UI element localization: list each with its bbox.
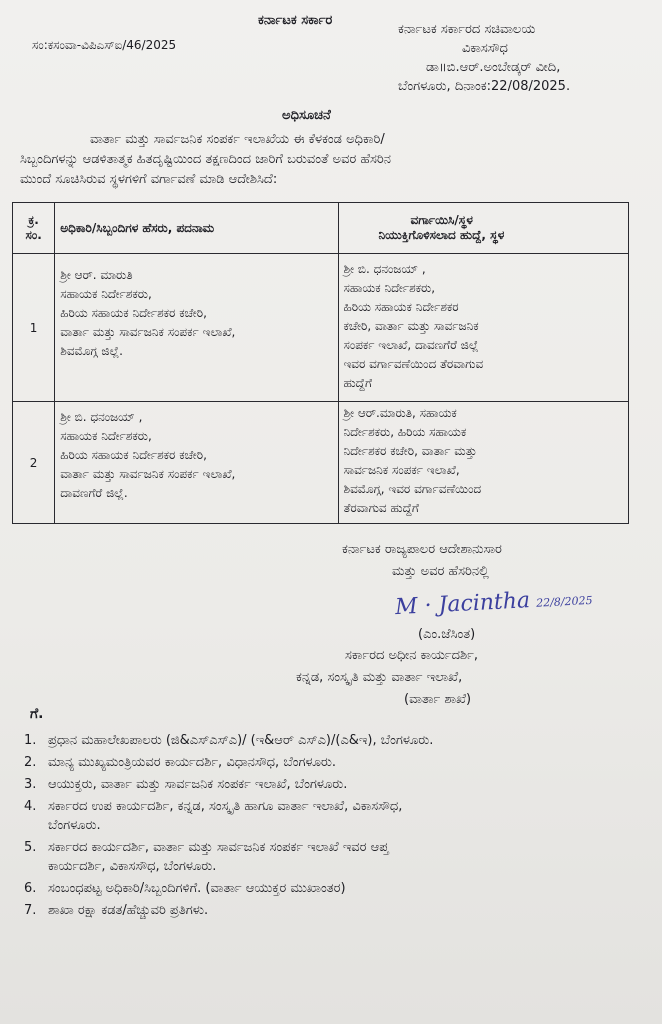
header-transfer-line-1: ವರ್ಗಾಯಿಸಿ/ಸ್ಥಳ — [410, 213, 473, 227]
intro-line-2: ಸಿಬ್ಬಂದಿಗಳನ್ನು ಆಡಳಿತಾತ್ಮಕ ಹಿತದೃಷ್ಟಿಯಿಂದ ತಕ್ಷಣದಿಂದ ಜಾರಿಗೆ ಬರುವಂತೆ ಅವರ ಹೆಸರಿನ — [20, 152, 391, 167]
list-text-line: ಸರ್ಕಾರದ ಉಪ ಕಾರ್ಯದರ್ಶಿ, ಕನ್ನಡ, ಸಂಸ್ಕೃತಿ ಹಾಗೂ ವಾರ್ತಾ ಇಲಾಖೆ, ವಿಕಾಸಸೌಧ, — [48, 799, 403, 814]
row-1-officer-line: ಶಿವಮೊಗ್ಗ ಜಿಲ್ಲೆ. — [60, 344, 123, 358]
row-2-officer-line: ಶ್ರೀ ಬಿ. ಧನಂಜಯ್ , — [60, 410, 143, 424]
signatory-designation-2: ಕನ್ನಡ, ಸಂಸ್ಕೃತಿ ಮತ್ತು ವಾರ್ತಾ ಇಲಾಖೆ, — [296, 670, 463, 685]
list-text: ಪ್ರಧಾನ ಮಹಾಲೇಖಪಾಲರು (ಜಿ&ಎಸ್‌ಎಸ್‌ಎ)/ (ಇ&ಆರ್ ಎಸ್‌ಎ)/(ಎ&ಇ), ಬೆಂಗಳೂರು. — [48, 733, 434, 748]
copies-label: ಗೆ. — [30, 706, 44, 722]
list-number: 6. — [24, 881, 37, 896]
list-text — [48, 838, 644, 876]
row-2-sl: 2 — [13, 402, 55, 524]
list-text — [48, 797, 644, 835]
row-1-transfer-line: ಸಂಪರ್ಕ ಇಲಾಖೆ, ದಾವಣಗೆರೆ ಜಿಲ್ಲೆ — [343, 338, 479, 352]
handwritten-signature — [394, 585, 593, 620]
row-2-transfer-line: ನಿರ್ದೇಶಕರು, ಹಿರಿಯ ಸಹಾಯಕ — [343, 425, 467, 439]
row-2-officer-line: ಹಿರಿಯ ಸಹಾಯಕ ನಿರ್ದೇಶಕರ ಕಚೇರಿ, — [60, 448, 207, 462]
govt-heading: ಕರ್ನಾಟಕ ಸರ್ಕಾರ — [258, 13, 333, 28]
list-number: 3. — [24, 777, 37, 792]
row-1-transfer-line: ಹಿರಿಯ ಸಹಾಯಕ ನಿರ್ದೇಶಕರ — [343, 300, 459, 314]
list-number: 2. — [24, 755, 37, 770]
list-number: 7. — [24, 903, 37, 918]
list-text-line: ಬೆಂಗಳೂರು. — [48, 818, 101, 833]
table-row — [13, 402, 629, 524]
list-text-line: ಕಾರ್ಯದರ್ಶಿ, ವಿಕಾಸಸೌಧ, ಬೆಂಗಳೂರು. — [48, 859, 217, 874]
signatory-designation-3: (ವಾರ್ತಾ ಶಾಖೆ) — [404, 692, 472, 707]
row-2-officer-line: ದಾವಣಗೆರೆ ಜಿಲ್ಲೆ. — [60, 486, 128, 500]
order-date: ಬೆಂಗಳೂರು, ದಿನಾಂಕ:22/08/2025. — [398, 79, 571, 94]
row-1-transfer-line: ಸಹಾಯಕ ನಿರ್ದೇಶಕರು, — [343, 281, 436, 295]
row-1-transfer — [338, 254, 629, 402]
row-1-officer-line: ವಾರ್ತಾ ಮತ್ತು ಸಾರ್ವಜನಿಕ ಸಂಪರ್ಕ ಇಲಾಖೆ, — [60, 325, 236, 339]
list-item — [24, 753, 644, 772]
row-2-transfer — [338, 402, 629, 524]
header-transfer-line-2: ನಿಯುಕ್ತಿಗೊಳಿಸಲಾದ ಹುದ್ದೆ, ಸ್ಥಳ — [378, 228, 505, 242]
signature-date: 22/8/2025 — [535, 593, 593, 610]
header-sl-line-2: ಸಂ. — [25, 228, 42, 242]
signatory-name: (ಎಂ.ಜೆಸಿಂತ) — [418, 627, 476, 642]
by-order-line-1: ಕರ್ನಾಟಕ ರಾಜ್ಯಪಾಲರ ಆದೇಶಾನುಸಾರ — [342, 542, 502, 557]
copies-list — [24, 731, 644, 923]
list-item — [24, 775, 644, 794]
row-2-transfer-line: ನಿರ್ದೇಶಕರ ಕಚೇರಿ, ವಾರ್ತಾ ಮತ್ತು — [343, 444, 477, 458]
intro-paragraph — [20, 130, 632, 190]
row-1-transfer-line: ಶ್ರೀ ಬಿ. ಧನಂಜಯ್ , — [343, 262, 426, 276]
list-text-line: ಸರ್ಕಾರದ ಕಾರ್ಯದರ್ಶಿ, ವಾರ್ತಾ ಮತ್ತು ಸಾರ್ವಜನಿಕ ಸಂಪರ್ಕ ಇಲಾಖೆ ಇವರ ಆಪ್ತ — [48, 840, 389, 855]
by-order-line-2: ಮತ್ತು ಅವರ ಹೆಸರಿನಲ್ಲಿ — [392, 564, 489, 579]
signatory-designation-1: ಸರ್ಕಾರದ ಅಧೀನ ಕಾರ್ಯದರ್ಶಿ, — [345, 648, 479, 663]
row-2-transfer-line: ಶ್ರೀ ಆರ್.ಮಾರುತಿ, ಸಹಾಯಕ — [343, 406, 457, 420]
row-2-officer-line: ಸಹಾಯಕ ನಿರ್ದೇಶಕರು, — [60, 429, 152, 443]
row-1-officer-line: ಶ್ರೀ ಆರ್. ಮಾರುತಿ — [60, 268, 133, 282]
table-row — [13, 254, 629, 402]
list-item — [24, 797, 644, 835]
row-2-transfer-line: ಸಾರ್ವಜನಿಕ ಸಂಪರ್ಕ ಇಲಾಖೆ, — [343, 463, 460, 477]
row-1-transfer-line: ಇವರ ವರ್ಗಾವಣೆಯಿಂದ ತೆರವಾಗುವ — [343, 357, 484, 371]
header-officer — [55, 203, 338, 254]
intro-line-3: ಮುಂದೆ ಸೂಚಿಸಿರುವ ಸ್ಥಳಗಳಿಗೆ ವರ್ಗಾವಣೆ ಮಾಡಿ ಆದೇಶಿಸಿದೆ: — [20, 172, 278, 187]
order-number: ಸಂ:ಕಸಂವಾ-ವಿಪಿಎಸ್‌ಐ/46/2025 — [32, 38, 177, 52]
office-line-1: ಕರ್ನಾಟಕ ಸರ್ಕಾರದ ಸಚಿವಾಲಯ — [398, 22, 536, 37]
document-title: ಅಧಿಸೂಚನೆ — [282, 108, 331, 123]
row-1-transfer-line: ಹುದ್ದೆಗೆ — [343, 376, 372, 390]
row-1-transfer-line: ಕಚೇರಿ, ವಾರ್ತಾ ಮತ್ತು ಸಾರ್ವಜನಿಕ — [343, 319, 479, 333]
row-2-transfer-line: ತೆರವಾಗುವ ಹುದ್ದೆಗೆ — [343, 501, 419, 515]
header-sl-line-1: ಕ್ರ. — [28, 213, 39, 227]
list-text: ಆಯುಕ್ತರು, ವಾರ್ತಾ ಮತ್ತು ಸಾರ್ವಜನಿಕ ಸಂಪರ್ಕ ಇಲಾಖೆ, ಬೆಂಗಳೂರು. — [48, 777, 348, 792]
row-2-officer-line: ವಾರ್ತಾ ಮತ್ತು ಸಾರ್ವಜನಿಕ ಸಂಪರ್ಕ ಇಲಾಖೆ, — [60, 467, 236, 481]
list-item — [24, 731, 644, 750]
office-line-3: ಡಾ॥ಬಿ.ಆರ್.ಅಂಬೇಡ್ಕರ್ ವೀದಿ, — [426, 60, 561, 75]
signature-text: M · Jacintha — [394, 588, 531, 621]
table-header-row — [13, 203, 629, 254]
list-number: 4. — [24, 799, 37, 814]
row-1-officer — [55, 254, 338, 402]
row-1-officer-line: ಹಿರಿಯ ಸಹಾಯಕ ನಿರ್ದೇಶಕರ ಕಚೇರಿ, — [60, 306, 207, 320]
header-sl — [13, 203, 55, 254]
row-2-transfer-line: ಶಿವಮೊಗ್ಗ, ಇವರ ವರ್ಗಾವಣೆಯಿಂದ — [343, 482, 482, 496]
intro-line-1: ವಾರ್ತಾ ಮತ್ತು ಸಾರ್ವಜನಿಕ ಸಂಪರ್ಕ ಇಲಾಖೆಯ ಈ ಕೆಳಕಂಡ ಅಧಿಕಾರಿ/ — [90, 132, 385, 147]
list-item — [24, 838, 644, 876]
office-line-2: ವಿಕಾಸಸೌಧ — [462, 41, 508, 56]
header-transfer — [338, 203, 629, 254]
list-item — [24, 879, 644, 898]
list-item — [24, 901, 644, 920]
list-text: ಸಂಬಂಧಪಟ್ಟ ಅಧಿಕಾರಿ/ಸಿಬ್ಬಂದಿಗಳಿಗೆ. (ವಾರ್ತಾ ಆಯುಕ್ತರ ಮುಖಾಂತರ) — [48, 881, 346, 896]
transfer-table — [12, 202, 629, 524]
header-officer-label: ಅಧಿಕಾರಿ/ಸಿಬ್ಬಂದಿಗಳ ಹೆಸರು, ಪದನಾಮ — [60, 220, 215, 235]
list-text: ಮಾನ್ಯ ಮುಖ್ಯಮಂತ್ರಿಯವರ ಕಾರ್ಯದರ್ಶಿ, ವಿಧಾನಸೌಧ, ಬೆಂಗಳೂರು. — [48, 755, 337, 770]
list-number: 5. — [24, 840, 37, 855]
row-1-officer-line: ಸಹಾಯಕ ನಿರ್ದೇಶಕರು, — [60, 287, 152, 301]
list-text: ಶಾಖಾ ರಕ್ಷಾ ಕಡತ/ಹೆಚ್ಚುವರಿ ಪ್ರತಿಗಳು. — [48, 903, 209, 918]
list-number: 1. — [24, 733, 37, 748]
row-2-officer — [55, 402, 338, 524]
row-1-sl: 1 — [13, 254, 55, 402]
